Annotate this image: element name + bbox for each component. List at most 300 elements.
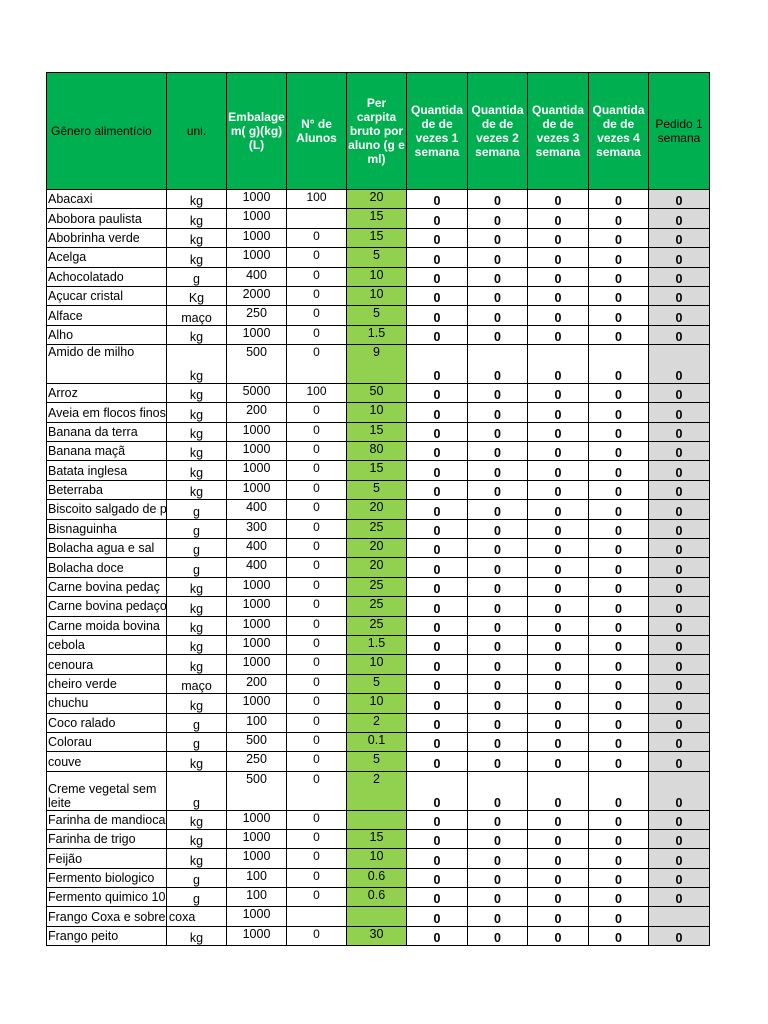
cell-unit[interactable]: kg [167, 829, 227, 848]
cell-food[interactable]: Bisnaguinha [47, 519, 167, 538]
cell-food[interactable]: Carne bovina pedaço [47, 597, 167, 616]
cell-order-week-1[interactable]: 0 [649, 539, 710, 558]
cell-unit[interactable]: kg [167, 577, 227, 596]
cell-students[interactable]: 0 [287, 771, 347, 810]
cell-per-capita[interactable]: 0.6 [347, 868, 407, 887]
cell-food[interactable]: Alho [47, 325, 167, 344]
cell-times-week-2[interactable]: 0 [468, 480, 528, 499]
cell-package[interactable]: 1000 [227, 480, 287, 499]
cell-times-week-4[interactable]: 0 [589, 771, 649, 810]
cell-food[interactable]: Coco ralado [47, 713, 167, 732]
cell-order-week-1[interactable]: 0 [649, 403, 710, 422]
cell-times-week-2[interactable]: 0 [468, 888, 528, 907]
cell-times-week-4[interactable]: 0 [589, 519, 649, 538]
cell-students[interactable]: 0 [287, 519, 347, 538]
cell-times-week-2[interactable]: 0 [468, 306, 528, 325]
cell-times-week-3[interactable]: 0 [528, 868, 589, 887]
cell-times-week-3[interactable]: 0 [528, 190, 589, 209]
cell-package[interactable]: 400 [227, 267, 287, 286]
cell-per-capita[interactable] [347, 907, 407, 926]
cell-times-week-2[interactable]: 0 [468, 616, 528, 635]
cell-order-week-1[interactable]: 0 [649, 810, 710, 829]
cell-unit[interactable]: kg [167, 926, 227, 945]
cell-package[interactable]: 250 [227, 752, 287, 771]
cell-per-capita[interactable]: 20 [347, 190, 407, 209]
cell-per-capita[interactable]: 50 [347, 383, 407, 402]
cell-unit[interactable]: kg [167, 597, 227, 616]
cell-times-week-2[interactable]: 0 [468, 422, 528, 441]
cell-package[interactable]: 1000 [227, 636, 287, 655]
cell-times-week-3[interactable]: 0 [528, 267, 589, 286]
cell-unit[interactable]: g [167, 267, 227, 286]
cell-per-capita[interactable]: 15 [347, 422, 407, 441]
cell-students[interactable]: 0 [287, 810, 347, 829]
cell-per-capita[interactable]: 10 [347, 694, 407, 713]
cell-times-week-3[interactable]: 0 [528, 694, 589, 713]
cell-order-week-1[interactable]: 0 [649, 345, 710, 384]
cell-students[interactable]: 0 [287, 674, 347, 693]
cell-per-capita[interactable]: 25 [347, 519, 407, 538]
cell-package[interactable]: 200 [227, 674, 287, 693]
cell-order-week-1[interactable]: 0 [649, 674, 710, 693]
cell-times-week-1[interactable]: 0 [407, 888, 468, 907]
cell-times-week-4[interactable]: 0 [589, 868, 649, 887]
cell-order-week-1[interactable]: 0 [649, 713, 710, 732]
cell-food[interactable]: Arroz [47, 383, 167, 402]
cell-order-week-1[interactable]: 0 [649, 849, 710, 868]
cell-unit[interactable]: kg [167, 248, 227, 267]
cell-per-capita[interactable]: 5 [347, 306, 407, 325]
cell-order-week-1[interactable] [649, 907, 710, 926]
cell-times-week-4[interactable]: 0 [589, 577, 649, 596]
cell-students[interactable] [287, 907, 347, 926]
cell-food[interactable]: Acelga [47, 248, 167, 267]
cell-times-week-2[interactable]: 0 [468, 752, 528, 771]
cell-students[interactable]: 0 [287, 655, 347, 674]
cell-order-week-1[interactable]: 0 [649, 868, 710, 887]
cell-times-week-3[interactable]: 0 [528, 771, 589, 810]
cell-order-week-1[interactable]: 0 [649, 732, 710, 751]
cell-students[interactable]: 0 [287, 248, 347, 267]
cell-students[interactable]: 0 [287, 325, 347, 344]
cell-students[interactable]: 0 [287, 829, 347, 848]
cell-per-capita[interactable]: 15 [347, 829, 407, 848]
cell-times-week-3[interactable]: 0 [528, 732, 589, 751]
cell-times-week-3[interactable]: 0 [528, 500, 589, 519]
cell-students[interactable]: 0 [287, 422, 347, 441]
cell-students[interactable]: 0 [287, 286, 347, 305]
cell-times-week-2[interactable]: 0 [468, 383, 528, 402]
cell-package[interactable]: 400 [227, 558, 287, 577]
cell-times-week-1[interactable]: 0 [407, 267, 468, 286]
cell-times-week-3[interactable]: 0 [528, 926, 589, 945]
cell-order-week-1[interactable]: 0 [649, 422, 710, 441]
cell-order-week-1[interactable]: 0 [649, 829, 710, 848]
cell-times-week-2[interactable]: 0 [468, 345, 528, 384]
cell-times-week-1[interactable]: 0 [407, 655, 468, 674]
cell-times-week-1[interactable]: 0 [407, 500, 468, 519]
cell-unit[interactable]: kg [167, 209, 227, 228]
cell-times-week-2[interactable]: 0 [468, 461, 528, 480]
cell-times-week-4[interactable]: 0 [589, 267, 649, 286]
cell-order-week-1[interactable]: 0 [649, 888, 710, 907]
cell-times-week-3[interactable]: 0 [528, 655, 589, 674]
cell-package[interactable]: 1000 [227, 926, 287, 945]
cell-food[interactable]: Fermento biologico [47, 868, 167, 887]
cell-food[interactable]: cheiro verde [47, 674, 167, 693]
cell-students[interactable]: 100 [287, 190, 347, 209]
cell-package[interactable]: 2000 [227, 286, 287, 305]
cell-per-capita[interactable]: 10 [347, 849, 407, 868]
cell-times-week-1[interactable]: 0 [407, 694, 468, 713]
cell-times-week-4[interactable]: 0 [589, 539, 649, 558]
cell-food[interactable]: Batata inglesa [47, 461, 167, 480]
cell-order-week-1[interactable]: 0 [649, 286, 710, 305]
cell-times-week-4[interactable]: 0 [589, 325, 649, 344]
cell-order-week-1[interactable]: 0 [649, 461, 710, 480]
cell-times-week-2[interactable]: 0 [468, 829, 528, 848]
cell-times-week-4[interactable]: 0 [589, 383, 649, 402]
cell-order-week-1[interactable]: 0 [649, 228, 710, 247]
cell-times-week-4[interactable]: 0 [589, 345, 649, 384]
cell-times-week-4[interactable]: 0 [589, 286, 649, 305]
cell-students[interactable]: 0 [287, 442, 347, 461]
cell-times-week-3[interactable]: 0 [528, 597, 589, 616]
cell-unit[interactable]: kg [167, 442, 227, 461]
cell-times-week-1[interactable]: 0 [407, 713, 468, 732]
cell-times-week-3[interactable]: 0 [528, 325, 589, 344]
cell-times-week-2[interactable]: 0 [468, 558, 528, 577]
cell-times-week-1[interactable]: 0 [407, 209, 468, 228]
cell-students[interactable]: 0 [287, 888, 347, 907]
cell-times-week-1[interactable]: 0 [407, 286, 468, 305]
cell-per-capita[interactable]: 2 [347, 771, 407, 810]
cell-times-week-3[interactable]: 0 [528, 306, 589, 325]
cell-times-week-2[interactable]: 0 [468, 442, 528, 461]
cell-food[interactable]: Fermento quimico 10 [47, 888, 167, 907]
cell-food[interactable]: chuchu [47, 694, 167, 713]
cell-per-capita[interactable]: 80 [347, 442, 407, 461]
cell-package[interactable]: 1000 [227, 325, 287, 344]
cell-food[interactable]: Colorau [47, 732, 167, 751]
cell-unit[interactable]: kg [167, 403, 227, 422]
cell-times-week-3[interactable]: 0 [528, 480, 589, 499]
cell-times-week-1[interactable]: 0 [407, 228, 468, 247]
cell-times-week-4[interactable]: 0 [589, 500, 649, 519]
cell-food[interactable]: Beterraba [47, 480, 167, 499]
cell-students[interactable]: 0 [287, 694, 347, 713]
cell-order-week-1[interactable]: 0 [649, 500, 710, 519]
cell-times-week-3[interactable]: 0 [528, 558, 589, 577]
cell-times-week-4[interactable]: 0 [589, 461, 649, 480]
cell-times-week-3[interactable]: 0 [528, 810, 589, 829]
cell-per-capita[interactable]: 25 [347, 597, 407, 616]
cell-order-week-1[interactable]: 0 [649, 655, 710, 674]
cell-per-capita[interactable]: 10 [347, 267, 407, 286]
cell-students[interactable]: 100 [287, 383, 347, 402]
cell-times-week-2[interactable]: 0 [468, 577, 528, 596]
cell-package[interactable]: 1000 [227, 442, 287, 461]
cell-times-week-2[interactable]: 0 [468, 907, 528, 926]
cell-times-week-4[interactable]: 0 [589, 810, 649, 829]
cell-times-week-1[interactable]: 0 [407, 403, 468, 422]
cell-order-week-1[interactable]: 0 [649, 442, 710, 461]
cell-unit[interactable]: g [167, 732, 227, 751]
cell-food[interactable]: Banana maçã [47, 442, 167, 461]
cell-package[interactable]: 1000 [227, 849, 287, 868]
cell-times-week-2[interactable]: 0 [468, 868, 528, 887]
cell-package[interactable]: 100 [227, 888, 287, 907]
cell-times-week-3[interactable]: 0 [528, 829, 589, 848]
cell-times-week-4[interactable]: 0 [589, 694, 649, 713]
cell-times-week-3[interactable]: 0 [528, 849, 589, 868]
cell-per-capita[interactable]: 30 [347, 926, 407, 945]
cell-students[interactable]: 0 [287, 228, 347, 247]
cell-package[interactable]: 5000 [227, 383, 287, 402]
cell-per-capita[interactable]: 25 [347, 616, 407, 635]
cell-package[interactable]: 100 [227, 713, 287, 732]
cell-times-week-4[interactable]: 0 [589, 655, 649, 674]
cell-students[interactable]: 0 [287, 539, 347, 558]
cell-times-week-1[interactable]: 0 [407, 849, 468, 868]
cell-students[interactable]: 0 [287, 345, 347, 384]
cell-order-week-1[interactable]: 0 [649, 190, 710, 209]
cell-times-week-4[interactable]: 0 [589, 558, 649, 577]
cell-times-week-2[interactable]: 0 [468, 267, 528, 286]
cell-times-week-1[interactable]: 0 [407, 461, 468, 480]
cell-times-week-1[interactable]: 0 [407, 345, 468, 384]
cell-order-week-1[interactable]: 0 [649, 383, 710, 402]
cell-times-week-2[interactable]: 0 [468, 519, 528, 538]
cell-unit[interactable]: kg [167, 694, 227, 713]
cell-unit[interactable]: maço [167, 674, 227, 693]
cell-times-week-2[interactable]: 0 [468, 674, 528, 693]
cell-package[interactable]: 250 [227, 306, 287, 325]
cell-times-week-3[interactable]: 0 [528, 403, 589, 422]
cell-order-week-1[interactable]: 0 [649, 694, 710, 713]
cell-times-week-2[interactable]: 0 [468, 655, 528, 674]
cell-order-week-1[interactable]: 0 [649, 752, 710, 771]
cell-times-week-2[interactable]: 0 [468, 500, 528, 519]
cell-food[interactable]: Bolacha agua e sal [47, 539, 167, 558]
cell-students[interactable]: 0 [287, 267, 347, 286]
cell-order-week-1[interactable]: 0 [649, 325, 710, 344]
cell-times-week-2[interactable]: 0 [468, 810, 528, 829]
cell-students[interactable]: 0 [287, 616, 347, 635]
cell-times-week-1[interactable]: 0 [407, 248, 468, 267]
cell-times-week-1[interactable]: 0 [407, 771, 468, 810]
cell-order-week-1[interactable]: 0 [649, 616, 710, 635]
cell-order-week-1[interactable]: 0 [649, 577, 710, 596]
cell-times-week-1[interactable]: 0 [407, 616, 468, 635]
cell-package[interactable]: 400 [227, 500, 287, 519]
cell-times-week-4[interactable]: 0 [589, 907, 649, 926]
cell-food[interactable]: Abobora paulista [47, 209, 167, 228]
cell-times-week-4[interactable]: 0 [589, 209, 649, 228]
cell-per-capita[interactable]: 5 [347, 674, 407, 693]
cell-food[interactable]: Farinha de mandioca [47, 810, 167, 829]
cell-package[interactable]: 1000 [227, 248, 287, 267]
cell-times-week-4[interactable]: 0 [589, 713, 649, 732]
cell-students[interactable]: 0 [287, 926, 347, 945]
cell-times-week-4[interactable]: 0 [589, 597, 649, 616]
cell-times-week-3[interactable]: 0 [528, 519, 589, 538]
cell-times-week-1[interactable]: 0 [407, 442, 468, 461]
cell-students[interactable]: 0 [287, 868, 347, 887]
cell-unit[interactable]: maço [167, 306, 227, 325]
cell-times-week-4[interactable]: 0 [589, 888, 649, 907]
cell-per-capita[interactable]: 10 [347, 403, 407, 422]
cell-students[interactable] [287, 209, 347, 228]
cell-times-week-1[interactable]: 0 [407, 577, 468, 596]
cell-order-week-1[interactable]: 0 [649, 267, 710, 286]
cell-unit[interactable]: kg [167, 228, 227, 247]
cell-package[interactable]: 1000 [227, 694, 287, 713]
cell-times-week-3[interactable]: 0 [528, 345, 589, 384]
cell-times-week-2[interactable]: 0 [468, 926, 528, 945]
cell-times-week-1[interactable]: 0 [407, 732, 468, 751]
cell-times-week-1[interactable]: 0 [407, 926, 468, 945]
cell-unit[interactable]: kg [167, 636, 227, 655]
cell-times-week-2[interactable]: 0 [468, 771, 528, 810]
cell-unit[interactable]: kg [167, 422, 227, 441]
cell-per-capita[interactable]: 15 [347, 228, 407, 247]
cell-per-capita[interactable]: 0.6 [347, 888, 407, 907]
cell-times-week-1[interactable]: 0 [407, 752, 468, 771]
cell-times-week-3[interactable]: 0 [528, 461, 589, 480]
cell-food[interactable]: Bolacha doce [47, 558, 167, 577]
cell-per-capita[interactable]: 5 [347, 480, 407, 499]
cell-package[interactable]: 500 [227, 732, 287, 751]
cell-unit[interactable]: g [167, 558, 227, 577]
cell-times-week-4[interactable]: 0 [589, 190, 649, 209]
cell-per-capita[interactable]: 15 [347, 461, 407, 480]
cell-food[interactable]: Carne bovina pedaç [47, 577, 167, 596]
cell-package[interactable]: 1000 [227, 577, 287, 596]
cell-students[interactable]: 0 [287, 849, 347, 868]
cell-package[interactable]: 1000 [227, 228, 287, 247]
cell-food[interactable]: Frango Coxa e sobre coxa [47, 907, 167, 926]
cell-per-capita[interactable]: 1.5 [347, 325, 407, 344]
cell-times-week-4[interactable]: 0 [589, 674, 649, 693]
cell-order-week-1[interactable]: 0 [649, 306, 710, 325]
cell-times-week-4[interactable]: 0 [589, 422, 649, 441]
cell-per-capita[interactable]: 5 [347, 248, 407, 267]
cell-times-week-1[interactable]: 0 [407, 810, 468, 829]
cell-times-week-2[interactable]: 0 [468, 849, 528, 868]
cell-times-week-4[interactable]: 0 [589, 228, 649, 247]
cell-students[interactable]: 0 [287, 461, 347, 480]
cell-per-capita[interactable]: 1.5 [347, 636, 407, 655]
cell-times-week-3[interactable]: 0 [528, 209, 589, 228]
cell-package[interactable]: 1000 [227, 209, 287, 228]
cell-unit[interactable]: Kg [167, 286, 227, 305]
cell-students[interactable]: 0 [287, 597, 347, 616]
cell-students[interactable]: 0 [287, 500, 347, 519]
cell-times-week-4[interactable]: 0 [589, 926, 649, 945]
cell-times-week-3[interactable]: 0 [528, 888, 589, 907]
cell-times-week-3[interactable]: 0 [528, 616, 589, 635]
cell-times-week-4[interactable]: 0 [589, 752, 649, 771]
cell-times-week-3[interactable]: 0 [528, 636, 589, 655]
cell-order-week-1[interactable]: 0 [649, 771, 710, 810]
cell-unit[interactable]: kg [167, 752, 227, 771]
cell-package[interactable]: 1000 [227, 907, 287, 926]
cell-food[interactable]: couve [47, 752, 167, 771]
cell-food[interactable]: Açucar cristal [47, 286, 167, 305]
cell-package[interactable]: 1000 [227, 616, 287, 635]
cell-food[interactable]: Amido de milho [47, 345, 167, 384]
cell-food[interactable]: Biscoito salgado de p [47, 500, 167, 519]
cell-times-week-1[interactable]: 0 [407, 674, 468, 693]
cell-times-week-1[interactable]: 0 [407, 539, 468, 558]
cell-order-week-1[interactable]: 0 [649, 519, 710, 538]
cell-times-week-3[interactable]: 0 [528, 752, 589, 771]
cell-order-week-1[interactable]: 0 [649, 209, 710, 228]
cell-times-week-1[interactable]: 0 [407, 558, 468, 577]
cell-food[interactable]: Creme vegetal sem leite [47, 771, 167, 810]
cell-times-week-2[interactable]: 0 [468, 713, 528, 732]
cell-unit[interactable]: g [167, 771, 227, 810]
cell-package[interactable]: 1000 [227, 190, 287, 209]
cell-times-week-2[interactable]: 0 [468, 597, 528, 616]
cell-students[interactable]: 0 [287, 732, 347, 751]
cell-unit[interactable]: g [167, 500, 227, 519]
cell-food[interactable]: Alface [47, 306, 167, 325]
cell-times-week-1[interactable]: 0 [407, 325, 468, 344]
cell-package[interactable]: 1000 [227, 810, 287, 829]
cell-times-week-2[interactable]: 0 [468, 209, 528, 228]
cell-unit[interactable]: kg [167, 383, 227, 402]
cell-order-week-1[interactable]: 0 [649, 926, 710, 945]
cell-food[interactable]: Farinha de trigo [47, 829, 167, 848]
cell-times-week-2[interactable]: 0 [468, 325, 528, 344]
cell-times-week-4[interactable]: 0 [589, 732, 649, 751]
cell-times-week-2[interactable]: 0 [468, 694, 528, 713]
cell-times-week-3[interactable]: 0 [528, 674, 589, 693]
cell-food[interactable]: cenoura [47, 655, 167, 674]
cell-students[interactable]: 0 [287, 558, 347, 577]
cell-times-week-4[interactable]: 0 [589, 442, 649, 461]
cell-package[interactable]: 100 [227, 868, 287, 887]
cell-food[interactable]: Abobrinha verde [47, 228, 167, 247]
cell-times-week-2[interactable]: 0 [468, 403, 528, 422]
cell-food[interactable]: cebola [47, 636, 167, 655]
cell-order-week-1[interactable]: 0 [649, 597, 710, 616]
cell-food[interactable]: Feijão [47, 849, 167, 868]
cell-unit[interactable]: kg [167, 325, 227, 344]
cell-per-capita[interactable]: 10 [347, 655, 407, 674]
cell-unit[interactable]: kg [167, 345, 227, 384]
cell-times-week-3[interactable]: 0 [528, 286, 589, 305]
cell-times-week-4[interactable]: 0 [589, 636, 649, 655]
cell-per-capita[interactable]: 20 [347, 539, 407, 558]
cell-package[interactable]: 1000 [227, 461, 287, 480]
cell-times-week-2[interactable]: 0 [468, 539, 528, 558]
cell-times-week-3[interactable]: 0 [528, 577, 589, 596]
cell-times-week-4[interactable]: 0 [589, 480, 649, 499]
cell-unit[interactable]: kg [167, 190, 227, 209]
cell-students[interactable]: 0 [287, 752, 347, 771]
cell-students[interactable]: 0 [287, 713, 347, 732]
cell-students[interactable]: 0 [287, 306, 347, 325]
cell-unit[interactable]: g [167, 868, 227, 887]
cell-package[interactable]: 500 [227, 771, 287, 810]
cell-per-capita[interactable]: 5 [347, 752, 407, 771]
cell-food[interactable]: Carne moida bovina [47, 616, 167, 635]
cell-times-week-1[interactable]: 0 [407, 519, 468, 538]
cell-package[interactable]: 300 [227, 519, 287, 538]
